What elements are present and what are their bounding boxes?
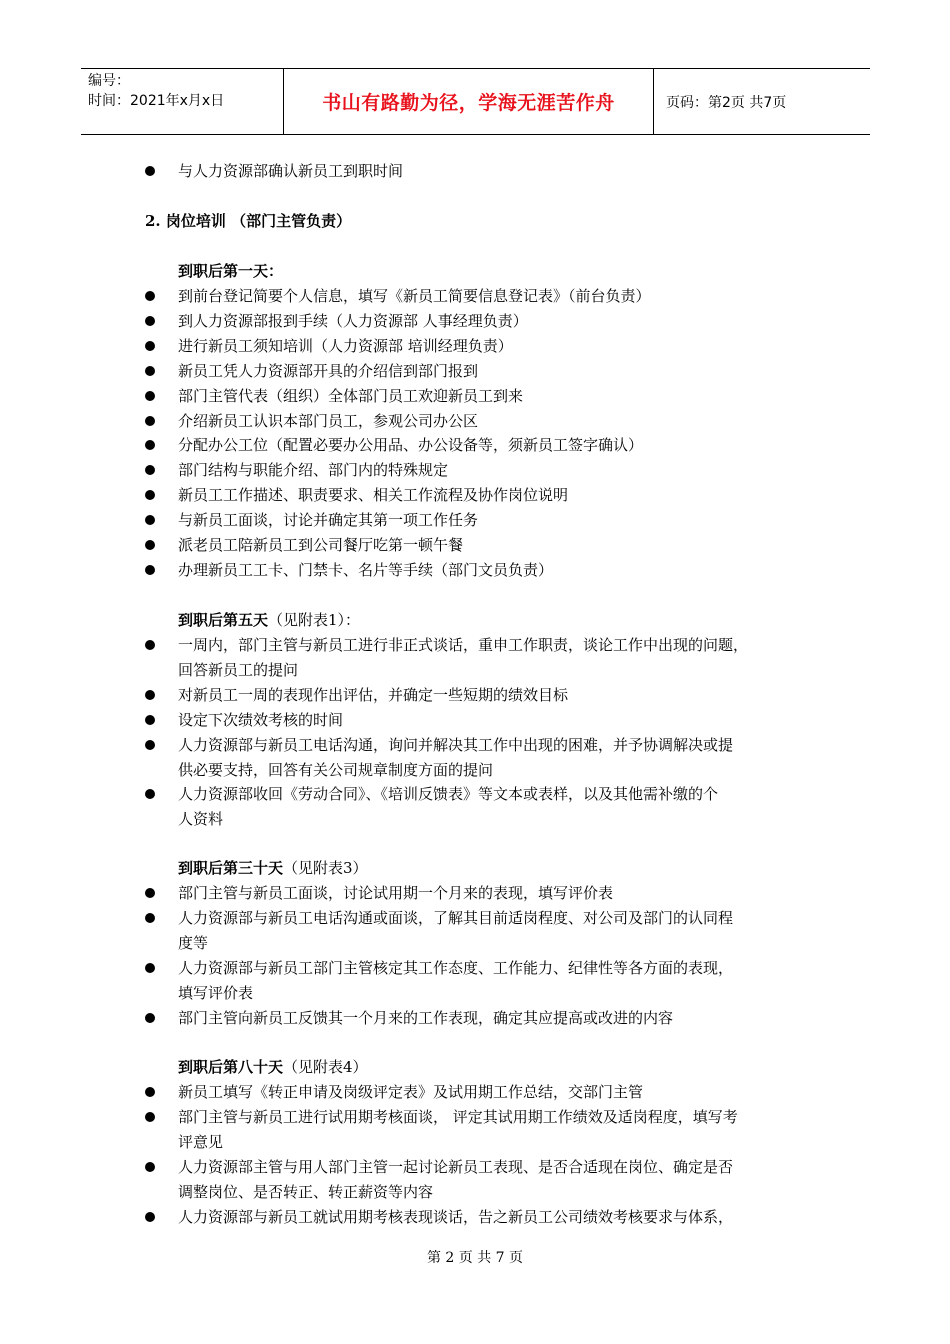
list-item: 分配办公工位（配置必要办公用品、办公设备等，须新员工签字确认） (178, 436, 644, 455)
document-number-label: 编号： (88, 73, 130, 89)
list-item: 人力资源部与新员工电话沟通或面谈，了解其目前适岗程度、对公司及部门的认同程 (178, 908, 734, 927)
bullet-icon (145, 166, 155, 176)
day30-heading (178, 858, 368, 878)
list-item: 办理新员工工卡、门禁卡、名片等手续（部门文员负责） (178, 560, 554, 579)
list-item: 部门主管向新员工反馈其一个月来的工作表现，确定其应提高或改进的内容 (178, 1008, 674, 1027)
list-item: 部门主管与新员工进行试用期考核面谈， 评定其试用期工作绩效及适岗程度，填写考 (178, 1107, 738, 1126)
list-item: 设定下次绩效考核的时间 (178, 710, 344, 729)
section-title: 2. 岗位培训 （部门主管负责） (145, 212, 352, 230)
list-item: 新员工凭人力资源部开具的介绍信到部门报到 (178, 361, 479, 380)
page-footer: 第 2 页 共 7 页 (426, 1250, 524, 1266)
bullet-icon (145, 540, 155, 550)
list-item: 与新员工面谈，讨论并确定其第一项工作任务 (178, 511, 479, 530)
bullet-icon (145, 690, 155, 700)
bullet-icon (145, 963, 155, 973)
day5-heading (178, 610, 360, 630)
bullet-icon (145, 1013, 155, 1023)
header-meta (81, 69, 283, 134)
header-motto: 书山有路勤为径，学海无涯苦作舟 (283, 69, 654, 134)
list-item: 回答新员工的提问 (178, 660, 299, 679)
day30-heading-rest: （见附表3） (283, 859, 368, 877)
header-page-label: 页码：第2页 共7页 (666, 94, 787, 111)
list-item: 人资料 (178, 810, 224, 829)
list-item: 一周内，部门主管与新员工进行非正式谈话，重申工作职责，谈论工作中出现的问题， (178, 636, 749, 654)
bullet-icon (145, 789, 155, 799)
day5-heading-rest: （见附表1）： (268, 611, 361, 629)
list-item: 新员工填写《转正申请及岗级评定表》及试用期工作总结，交部门主管 (178, 1083, 644, 1101)
list-item: 派老员工陪新员工到公司餐厅吃第一顿午餐 (178, 536, 464, 554)
day30-heading-bold: 到职后第三十天 (178, 859, 284, 877)
list-item: 到人力资源部报到手续（人力资源部 人事经理负责） (178, 311, 528, 330)
list-item: 与人力资源部确认新员工到职时间 (178, 162, 404, 180)
list-item: 部门结构与职能介绍、部门内的特殊规定 (178, 461, 449, 480)
day80-heading-rest: （见附表4） (283, 1058, 368, 1076)
list-item: 新员工工作描述、职责要求、相关工作流程及协作岗位说明 (178, 486, 569, 505)
list-item: 人力资源部主管与用人部门主管一起讨论新员工表现、是否合适现在岗位、确定是否 (178, 1157, 734, 1176)
page-header (81, 68, 870, 135)
bullet-icon (145, 1112, 155, 1122)
bullet-icon (145, 565, 155, 575)
bullet-icon (145, 640, 155, 650)
list-item: 供必要支持，回答有关公司规章制度方面的提问 (178, 760, 494, 779)
bullet-icon (145, 440, 155, 450)
list-item: 人力资源部收回《劳动合同》、《培训反馈表》等文本或表样，以及其他需补缴的个 (178, 785, 719, 804)
list-item: 人力资源部与新员工部门主管核定其工作态度、工作能力、纪律性等各方面的表现， (178, 958, 734, 977)
list-item: 填写评价表 (178, 983, 254, 1002)
bullet-icon (145, 888, 155, 898)
list-item: 部门主管与新员工面谈，讨论试用期一个月来的表现，填写评价表 (178, 884, 614, 902)
bullet-icon (145, 490, 155, 500)
bullet-icon (145, 465, 155, 475)
list-item: 人力资源部与新员工电话沟通，询问并解决其工作中出现的困难，并予协调解决或提 (178, 735, 734, 754)
day5-heading-bold: 到职后第五天 (178, 611, 269, 629)
day80-heading (178, 1057, 368, 1077)
bullet-icon (145, 715, 155, 725)
list-item: 对新员工一周的表现作出评估，并确定一些短期的绩效目标 (178, 685, 569, 704)
bullet-icon (145, 316, 155, 326)
bullet-icon (145, 341, 155, 351)
list-item: 进行新员工须知培训（人力资源部 培训经理负责） (178, 336, 513, 355)
bullet-icon (145, 1212, 155, 1222)
bullet-icon (145, 1162, 155, 1172)
bullet-icon (145, 515, 155, 525)
day1-heading: 到职后第一天： (178, 262, 284, 280)
bullet-icon (145, 366, 155, 376)
bullet-icon (145, 391, 155, 401)
bullet-icon (145, 1087, 155, 1097)
list-item: 度等 (178, 933, 209, 952)
list-item: 部门主管代表（组织）全体部门员工欢迎新员工到来 (178, 386, 524, 405)
document-time-label: 时间：2021年x月x日 (88, 93, 225, 109)
bullet-icon (145, 740, 155, 750)
list-item: 调整岗位、是否转正、转正薪资等内容 (178, 1182, 434, 1201)
bullet-icon (145, 416, 155, 426)
bullet-icon (145, 913, 155, 923)
bullet-icon (145, 291, 155, 301)
day80-heading-bold: 到职后第八十天 (178, 1058, 284, 1076)
list-item: 介绍新员工认识本部门员工，参观公司办公区 (178, 411, 479, 430)
list-item: 评意见 (178, 1132, 224, 1151)
list-item: 人力资源部与新员工就试用期考核表现谈话，告之新员工公司绩效考核要求与体系， (178, 1207, 734, 1226)
list-item: 到前台登记简要个人信息，填写《新员工简要信息登记表》（前台负责） (178, 287, 651, 305)
